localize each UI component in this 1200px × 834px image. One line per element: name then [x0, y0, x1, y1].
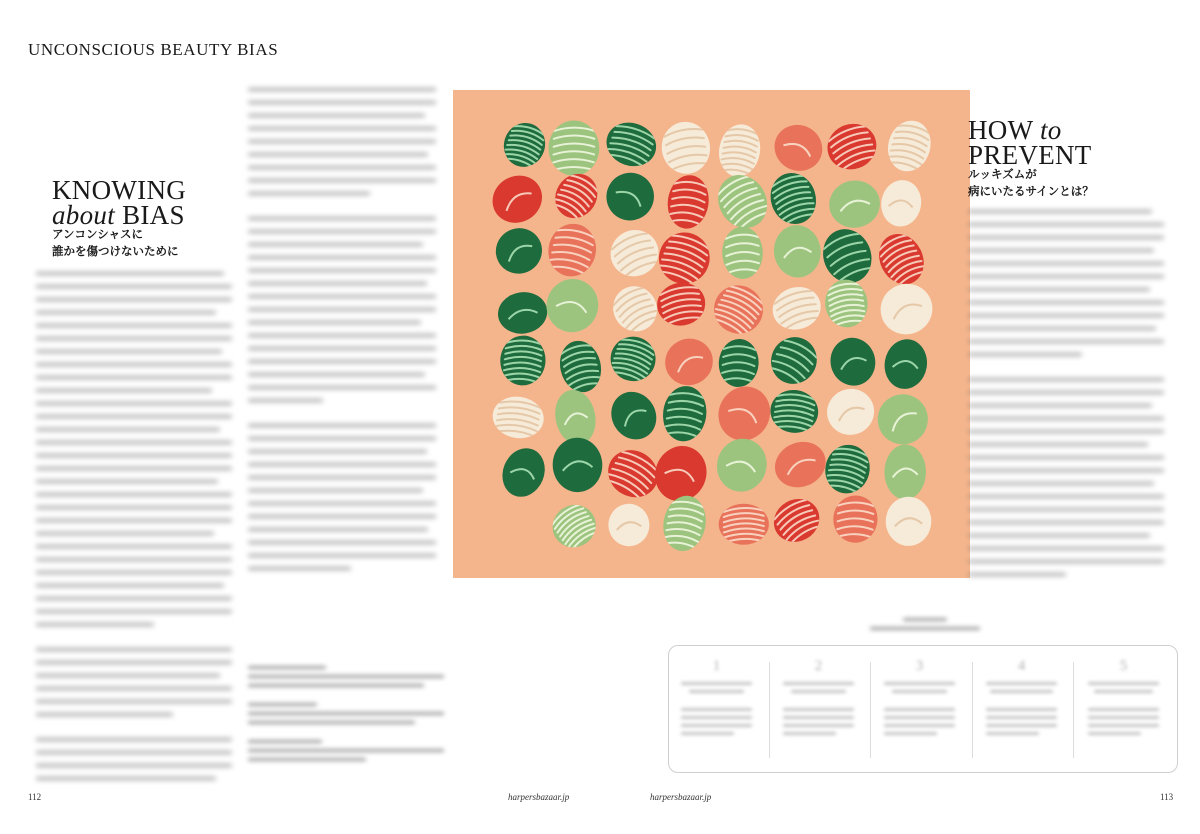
pebble-27: [654, 279, 708, 329]
pebble-9: [547, 166, 606, 226]
pebble-19: [651, 225, 717, 291]
left-headline-bias: BIAS: [115, 200, 185, 230]
pebble-14: [826, 176, 884, 231]
pebble-32: [498, 334, 547, 387]
pebble-30: [822, 277, 870, 330]
step-number: 1: [712, 658, 721, 674]
pebble-17: [543, 219, 601, 281]
pebble-46: [821, 382, 881, 441]
pebble-11: [664, 173, 712, 232]
step-4: [974, 646, 1069, 774]
pebble-13: [764, 167, 822, 230]
pebble-48: [495, 442, 552, 503]
right-headline-to: to: [1039, 115, 1062, 145]
pebble-59: [719, 504, 769, 545]
pebble-25: [540, 272, 605, 338]
section-kicker: UNCONSCIOUS BEAUTY BIAS: [28, 40, 279, 59]
pebble-35: [657, 331, 720, 393]
left-headline: [52, 175, 187, 230]
pebble-28: [705, 276, 772, 342]
step-3: [872, 646, 967, 774]
pebble-60: [766, 491, 827, 550]
right-headline: [968, 115, 1092, 170]
left-folio-url: harpersbazaar.jp: [508, 792, 570, 802]
step-5: [1076, 646, 1171, 774]
pebble-0: [498, 118, 551, 173]
step-number: 2: [814, 658, 823, 674]
left-headline-about: about: [52, 200, 116, 230]
pebble-62: [886, 497, 932, 546]
pebble-45: [768, 387, 821, 436]
pebble-2: [600, 116, 662, 173]
left-headline-line2: [52, 200, 186, 230]
pebble-24: [495, 289, 550, 337]
pebble-29: [767, 281, 826, 336]
left-page-number: 112: [28, 792, 42, 802]
pebble-12: [709, 166, 777, 237]
pebble-26: [605, 278, 665, 339]
step-1: [669, 646, 764, 774]
pebble-37: [763, 329, 826, 392]
pebble-43: [660, 384, 710, 444]
pebble-16: [488, 220, 550, 282]
pebble-3: [658, 118, 714, 177]
pebble-4: [715, 121, 764, 180]
pebble-42: [603, 384, 665, 448]
pebble-31: [873, 276, 939, 341]
pebble-1: [548, 120, 600, 176]
pebble-36: [717, 338, 760, 389]
pebble-18: [603, 223, 665, 284]
step-number: 4: [1017, 658, 1026, 674]
pebbles-artwork: [453, 90, 970, 578]
credits-block: [248, 666, 444, 767]
pebble-7: [882, 116, 936, 176]
right-subtitle-line1: ルッキズムが: [968, 167, 1037, 181]
right-page-number: 113: [1160, 792, 1174, 802]
pebble-15: [878, 177, 925, 229]
pebble-55: [884, 444, 926, 499]
pebble-47: [868, 385, 937, 454]
body-text-column-1: [36, 272, 232, 790]
pebble-6: [821, 117, 883, 177]
step-number: 5: [1119, 658, 1128, 674]
pebble-52: [710, 433, 773, 498]
pebble-56: [544, 497, 604, 556]
body-text-column-3: [968, 210, 1164, 586]
right-headline-line2: PREVENT: [968, 140, 1092, 170]
pebble-49: [552, 437, 603, 493]
pebble-20: [722, 226, 764, 279]
right-folio-url: harpersbazaar.jp: [650, 792, 712, 802]
pebble-40: [490, 393, 547, 442]
left-subtitle: [52, 226, 179, 260]
left-headline-line1: KNOWING: [52, 175, 187, 205]
steps-box: [668, 645, 1178, 773]
pebble-5: [767, 117, 831, 179]
left-subtitle-line1: アンコンシャスに: [52, 227, 144, 241]
pebble-57: [607, 503, 650, 548]
pebbles-illustration: [453, 90, 970, 578]
left-subtitle-line2: 誰かを傷つけないために: [52, 244, 179, 258]
right-subtitle-line2: 病にいたるサインとは？: [968, 184, 1094, 198]
pebble-34: [605, 331, 662, 387]
pebble-8: [484, 167, 551, 232]
pebble-21: [771, 223, 823, 280]
body-text-column-2: [248, 88, 436, 580]
right-subtitle: [968, 166, 1094, 200]
pebble-54: [820, 440, 875, 498]
pebble-39: [881, 336, 931, 392]
step-2: [771, 646, 866, 774]
pebble-33: [555, 337, 606, 397]
step-number: 3: [915, 658, 924, 674]
pebble-10: [597, 163, 663, 229]
pebble-58: [659, 492, 710, 554]
pebble-38: [825, 333, 880, 391]
pebble-61: [832, 495, 878, 544]
pebble-23: [871, 226, 932, 292]
steps-box-heading: [870, 618, 980, 636]
pebble-53: [768, 434, 833, 495]
right-headline-how: HOW: [968, 115, 1040, 145]
